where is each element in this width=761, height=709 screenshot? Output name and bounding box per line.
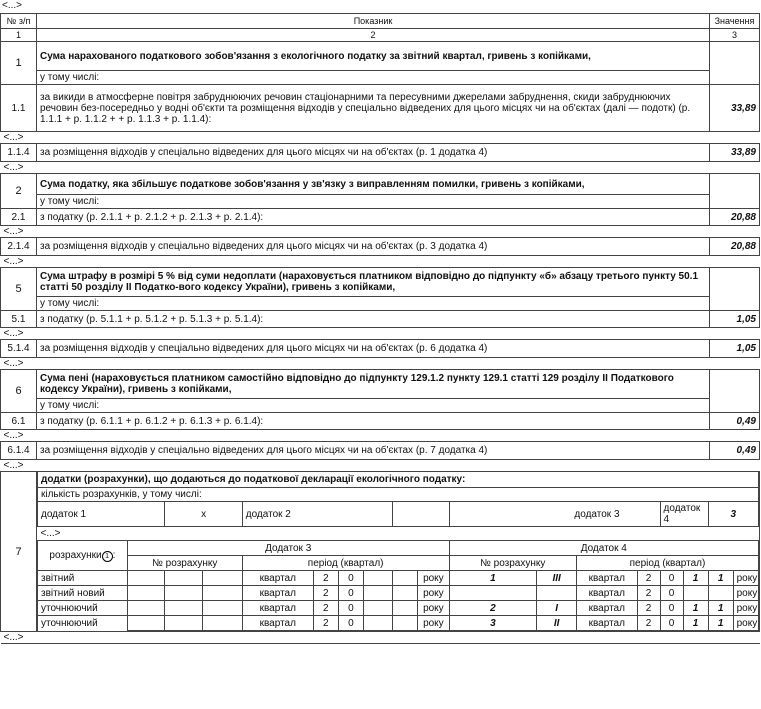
year-digit: 0 xyxy=(338,601,363,616)
row-text: за розміщення відходів у спеціально відведених для цього місцях чи на об'єктах (р. 7 додатка 4) xyxy=(37,442,710,460)
incl-label: у тому числі: xyxy=(37,399,710,413)
year-digit: 1 xyxy=(683,571,708,586)
year-digit: 0 xyxy=(660,601,683,616)
roku-label: року xyxy=(418,616,449,631)
calc-row xyxy=(38,571,759,586)
count-label: кількість розрахунків, у тому числі: xyxy=(38,488,759,502)
top-ellipsis: <...> xyxy=(2,0,23,11)
row-num: 5 xyxy=(1,268,37,311)
calc-number xyxy=(449,586,537,601)
year-digit: 0 xyxy=(338,586,363,601)
kvartal-label: квартал xyxy=(576,601,637,616)
kvartal-label: квартал xyxy=(242,586,313,601)
dodatok-1-value: х xyxy=(165,502,242,527)
ellipsis: <...> xyxy=(1,256,760,268)
calc-header-row xyxy=(38,541,759,556)
calc-number: 2 xyxy=(449,601,537,616)
header-n2: 2 xyxy=(37,29,710,42)
row-2 xyxy=(1,174,760,195)
row-text: за розміщення відходів у спеціально відведених для цього місцях чи на об'єктах (р. 1 додатка 4) xyxy=(37,144,710,162)
year-digit: 2 xyxy=(313,571,338,586)
calc-quarter: I xyxy=(537,601,577,616)
row-value xyxy=(710,370,760,413)
row-7 xyxy=(1,472,760,632)
calc-subheader-row xyxy=(38,556,759,571)
kvartal-label: квартал xyxy=(576,616,637,631)
attachments-table xyxy=(37,472,759,631)
ellipsis: <...> xyxy=(1,132,760,144)
kvartal-label: квартал xyxy=(576,571,637,586)
calc-type: звітний новий xyxy=(38,586,128,601)
row-value xyxy=(710,42,760,85)
dodatok-4-label: додаток 4 xyxy=(660,502,708,527)
row-value: 0,49 xyxy=(710,442,760,460)
year-digit: 2 xyxy=(637,601,660,616)
roku-label: року xyxy=(733,586,758,601)
year-digit: 2 xyxy=(637,571,660,586)
row-value xyxy=(710,268,760,311)
row-6-1-4 xyxy=(1,442,760,460)
header-num-row xyxy=(1,29,760,42)
row-num: 2.1 xyxy=(1,209,37,226)
row-num: 1.1.4 xyxy=(1,144,37,162)
dodatok-4-value: 3 xyxy=(708,502,758,527)
ellipsis: <...> xyxy=(38,527,759,541)
row-text: за викиди в атмосферне повітря забруднюючих речовин стаціонарними та пересувними джерелами забруднення, скиди забруднюючих речовин без-посередньо у водні об'єкти та розміщення відходів у спеціально відведених для цього місцях чи на об'єктах (далі — подотк) (р. 1.1.1 + р. 1.1.2 + + р. 1.1.3 + р. 1.1.4): xyxy=(37,85,710,132)
kvartal-label: квартал xyxy=(576,586,637,601)
row-value: 20,88 xyxy=(710,238,760,256)
ellipsis: <...> xyxy=(1,328,760,340)
row-num: 7 xyxy=(1,472,37,632)
calc-quarter: II xyxy=(537,616,577,631)
dodatok-4-header: Додаток 4 xyxy=(449,541,758,556)
dodatok-2-value xyxy=(393,502,449,527)
dodatok-1-label: додаток 1 xyxy=(38,502,165,527)
calc-quarter xyxy=(537,586,577,601)
ellipsis: <...> xyxy=(1,226,760,238)
row-1-1 xyxy=(1,85,760,132)
ellipsis: <...> xyxy=(1,162,760,174)
calc-row xyxy=(38,586,759,601)
calc-row xyxy=(38,616,759,631)
row-value xyxy=(710,174,760,209)
year-digit xyxy=(708,586,733,601)
num-calc-header: № розрахунку xyxy=(449,556,576,571)
row-5-1-4 xyxy=(1,340,760,358)
row-text: Сума нарахованого податкового зобов'язання з екологічного податку за звітний квартал, гривень з копійками, xyxy=(37,42,710,71)
row-6 xyxy=(1,370,760,399)
header-col2: Показник xyxy=(37,14,710,29)
year-digit: 2 xyxy=(637,586,660,601)
row-2-1-4 xyxy=(1,238,760,256)
row-num: 6 xyxy=(1,370,37,413)
num-calc-header: № розрахунку xyxy=(127,556,242,571)
incl-label: у тому числі: xyxy=(37,297,710,311)
calc-label: розрахунки 1 : xyxy=(38,541,128,571)
ellipsis: <...> xyxy=(1,460,760,472)
row-text: Сума пені (нараховується платником самостійно відповідно до підпункту 129.1.2 пункту 129.1 статті 129 розділу II Податкового кодексу України), гривень з копійками, xyxy=(37,370,710,399)
row-num: 6.1 xyxy=(1,413,37,430)
kvartal-label: квартал xyxy=(242,616,313,631)
year-digit: 0 xyxy=(660,616,683,631)
row-text: Сума податку, яка збільшує податкове зобов'язання у зв'язку з виправленням помилки, гривень з копійками, xyxy=(37,174,710,195)
calc-row xyxy=(38,601,759,616)
row-num: 6.1.4 xyxy=(1,442,37,460)
row-num: 5.1.4 xyxy=(1,340,37,358)
dodatok-3-header: Додаток 3 xyxy=(127,541,449,556)
period-header: період (квартал) xyxy=(242,556,449,571)
row-num: 2.1.4 xyxy=(1,238,37,256)
year-digit: 1 xyxy=(683,601,708,616)
row-5-1 xyxy=(1,311,760,328)
ellipsis: <...> xyxy=(1,358,760,370)
year-digit: 2 xyxy=(313,616,338,631)
row-text: з податку (р. 2.1.1 + р. 2.1.2 + р. 2.1.3 + р. 2.1.4): xyxy=(37,209,710,226)
roku-label: року xyxy=(733,601,758,616)
header-col3: Значення xyxy=(710,14,760,29)
roku-label: року xyxy=(733,571,758,586)
kvartal-label: квартал xyxy=(242,571,313,586)
year-digit: 1 xyxy=(708,571,733,586)
row-text: Сума штрафу в розмірі 5 % від суми недоплати (нараховується платником відповідно до підпункту «б» абзацу третього пункту 50.1 статті 50 розділу II Податко-вого кодексу України), гривень з копійками, xyxy=(37,268,710,297)
roku-label: року xyxy=(418,586,449,601)
row-1 xyxy=(1,42,760,71)
row-value: 0,49 xyxy=(710,413,760,430)
roku-label: року xyxy=(418,601,449,616)
calc-number: 3 xyxy=(449,616,537,631)
row-value: 20,88 xyxy=(710,209,760,226)
row-text: з податку (р. 6.1.1 + р. 6.1.2 + р. 6.1.3 + р. 6.1.4): xyxy=(37,413,710,430)
row-num: 5.1 xyxy=(1,311,37,328)
calc-quarter: III xyxy=(537,571,577,586)
ellipsis: <...> xyxy=(1,632,760,644)
calc-number: 1 xyxy=(449,571,537,586)
dodatok-2-label: додаток 2 xyxy=(242,502,392,527)
year-digit: 2 xyxy=(637,616,660,631)
header-row xyxy=(1,14,760,29)
declaration-table xyxy=(0,13,760,644)
year-digit: 0 xyxy=(338,616,363,631)
row-1-1-4 xyxy=(1,144,760,162)
row-value: 33,89 xyxy=(710,144,760,162)
row-value: 33,89 xyxy=(710,85,760,132)
ellipsis: <...> xyxy=(1,430,760,442)
row-num: 1 xyxy=(1,42,37,85)
dodatok-3-label: додаток 3 xyxy=(449,502,660,527)
year-digit: 1 xyxy=(708,616,733,631)
attachments-count-row xyxy=(38,502,759,527)
row-value: 1,05 xyxy=(710,311,760,328)
header-n1: 1 xyxy=(1,29,37,42)
row-6-1 xyxy=(1,413,760,430)
year-digit xyxy=(683,586,708,601)
year-digit: 2 xyxy=(313,601,338,616)
calc-type: уточнюючий xyxy=(38,616,128,631)
row-text: за розміщення відходів у спеціально відведених для цього місцях чи на об'єктах (р. 6 додатка 4) xyxy=(37,340,710,358)
row-5 xyxy=(1,268,760,297)
roku-label: року xyxy=(733,616,758,631)
year-digit: 2 xyxy=(313,586,338,601)
year-digit: 0 xyxy=(338,571,363,586)
incl-label: у тому числі: xyxy=(37,71,710,85)
kvartal-label: квартал xyxy=(242,601,313,616)
row-text: з податку (р. 5.1.1 + р. 5.1.2 + р. 5.1.3 + р. 5.1.4): xyxy=(37,311,710,328)
row-2-1 xyxy=(1,209,760,226)
calc-type: звітний xyxy=(38,571,128,586)
attachments-title: додатки (розрахунки), що додаються до податкової декларації екологічного податку: xyxy=(38,472,759,488)
year-digit: 0 xyxy=(660,571,683,586)
row-num: 1.1 xyxy=(1,85,37,132)
header-col1: № з/п xyxy=(1,14,37,29)
footnote-marker: 1 xyxy=(102,551,113,562)
incl-label: у тому числі: xyxy=(37,195,710,209)
year-digit: 1 xyxy=(708,601,733,616)
calc-type: уточнюючий xyxy=(38,601,128,616)
row-text: за розміщення відходів у спеціально відведених для цього місцях чи на об'єктах (р. 3 додатка 4) xyxy=(37,238,710,256)
row-value: 1,05 xyxy=(710,340,760,358)
period-header: період (квартал) xyxy=(576,556,758,571)
year-digit: 0 xyxy=(660,586,683,601)
roku-label: року xyxy=(418,571,449,586)
row-num: 2 xyxy=(1,174,37,209)
header-n3: 3 xyxy=(710,29,760,42)
year-digit: 1 xyxy=(683,616,708,631)
